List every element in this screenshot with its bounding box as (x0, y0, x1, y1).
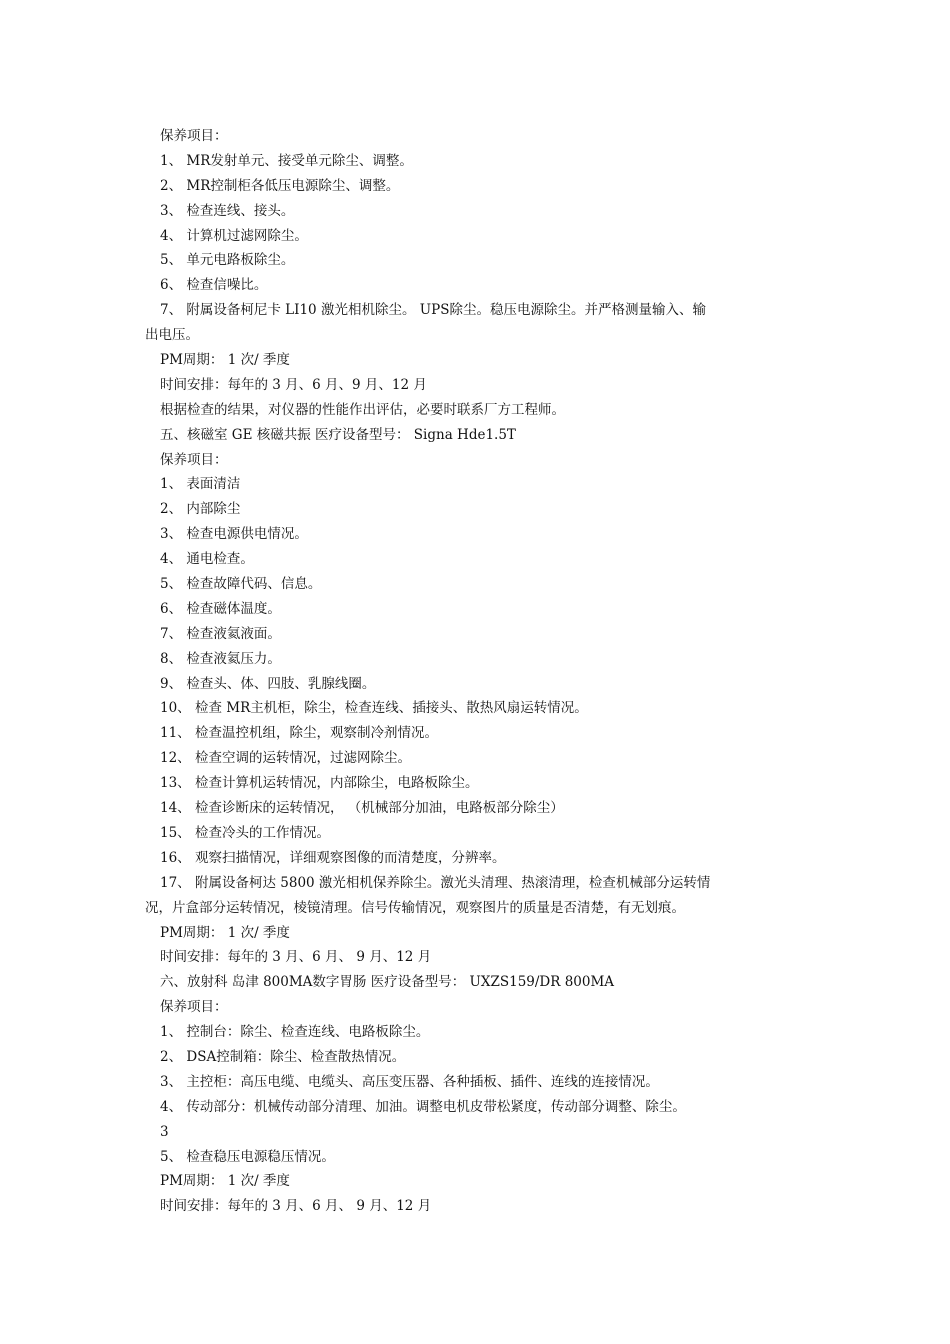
text-line: 1、 表面清洁 (160, 476, 241, 493)
text-line: 时间安排：每年的 3 月、6 月、 9 月、12 月 (160, 1198, 432, 1215)
text-line: 5、 单元电路板除尘。 (160, 252, 295, 269)
text-line: 13、 检查计算机运转情况，内部除尘，电路板除尘。 (160, 775, 479, 792)
text-line: 15、 检查冷头的工作情况。 (160, 824, 330, 841)
text-line: 9、 检查头、体、四肢、乳腺线圈。 (160, 675, 376, 692)
text-line: 17、 附属设备柯达 5800 激光相机保养除尘。激光头清理、热滚清理，检查机械部分运转情 (160, 874, 711, 891)
text-line: 5、 检查稳压电源稳压情况。 (160, 1148, 335, 1165)
text-line: 1、 控制台：除尘、检查连线、电路板除尘。 (160, 1024, 430, 1041)
text-line: 2、 内部除尘 (160, 501, 241, 518)
text-line: 3、 检查电源供电情况。 (160, 526, 308, 543)
text-line: PM周期： 1 次/ 季度 (160, 924, 290, 941)
text-line: 时间安排：每年的 3 月、6 月、 9 月、12 月 (160, 949, 432, 966)
document-body (145, 124, 810, 1219)
text-line: 7、 附属设备柯尼卡 LI10 激光相机除尘。 UPS除尘。稳压电源除尘。并严格测量输入、输 (160, 302, 706, 319)
text-line: 出电压。 (145, 327, 199, 344)
text-line: 4、 传动部分：机械传动部分清理、加油。调整电机皮带松紧度，传动部分调整、除尘。 (160, 1098, 686, 1115)
text-line: 保养项目： (160, 999, 228, 1016)
text-line: PM周期： 1 次/ 季度 (160, 352, 290, 369)
text-line: 1、 MR发射单元、接受单元除尘、调整。 (160, 152, 413, 169)
text-line: 况，片盒部分运转情况，棱镜清理。信号传输情况，观察图片的质量是否清楚，有无划痕。 (145, 899, 685, 916)
text-line: 6、 检查信噪比。 (160, 277, 268, 294)
text-line: 3 (160, 1123, 169, 1140)
text-line: 2、 DSA控制箱：除尘、检查散热情况。 (160, 1048, 406, 1065)
text-line: 6、 检查磁体温度。 (160, 600, 281, 617)
text-line: 3、 主控柜：高压电缆、电缆头、高压变压器、各种插板、插件、连线的连接情况。 (160, 1073, 659, 1090)
text-line: 2、 MR控制柜各低压电源除尘、调整。 (160, 177, 400, 194)
text-line: 5、 检查故障代码、信息。 (160, 576, 322, 593)
text-line: 7、 检查液氦液面。 (160, 625, 281, 642)
text-line: 保养项目： (160, 128, 228, 144)
text-line: 16、 观察扫描情况，详细观察图像的而清楚度，分辨率。 (160, 849, 506, 866)
text-line: PM周期： 1 次/ 季度 (160, 1173, 290, 1190)
text-line: 8、 检查液氦压力。 (160, 650, 281, 667)
text-line: 根据检查的结果，对仪器的性能作出评估，必要时联系厂方工程师。 (160, 401, 565, 418)
text-line: 五、核磁室 GE 核磁共振 医疗设备型号： Signa Hde1.5T (160, 426, 516, 443)
text-line: 时间安排：每年的 3 月、6 月、9 月、12 月 (160, 376, 427, 393)
text-line: 六、放射科 岛津 800MA数字胃肠 医疗设备型号： UXZS159/DR 800MA (160, 974, 615, 991)
text-line: 11、 检查温控机组，除尘，观察制冷剂情况。 (160, 725, 438, 742)
text-line: 4、 通电检查。 (160, 551, 254, 568)
text-line: 14、 检查诊断床的运转情况， （机械部分加油，电路板部分除尘） (160, 800, 564, 817)
text-line: 10、 检查 MR主机柜，除尘，检查连线、插接头、散热风扇运转情况。 (160, 700, 588, 717)
text-line: 3、 检查连线、接头。 (160, 202, 295, 219)
text-line: 4、 计算机过滤网除尘。 (160, 227, 308, 244)
text-line: 12、 检查空调的运转情况，过滤网除尘。 (160, 750, 411, 767)
text-line: 保养项目： (160, 451, 228, 468)
